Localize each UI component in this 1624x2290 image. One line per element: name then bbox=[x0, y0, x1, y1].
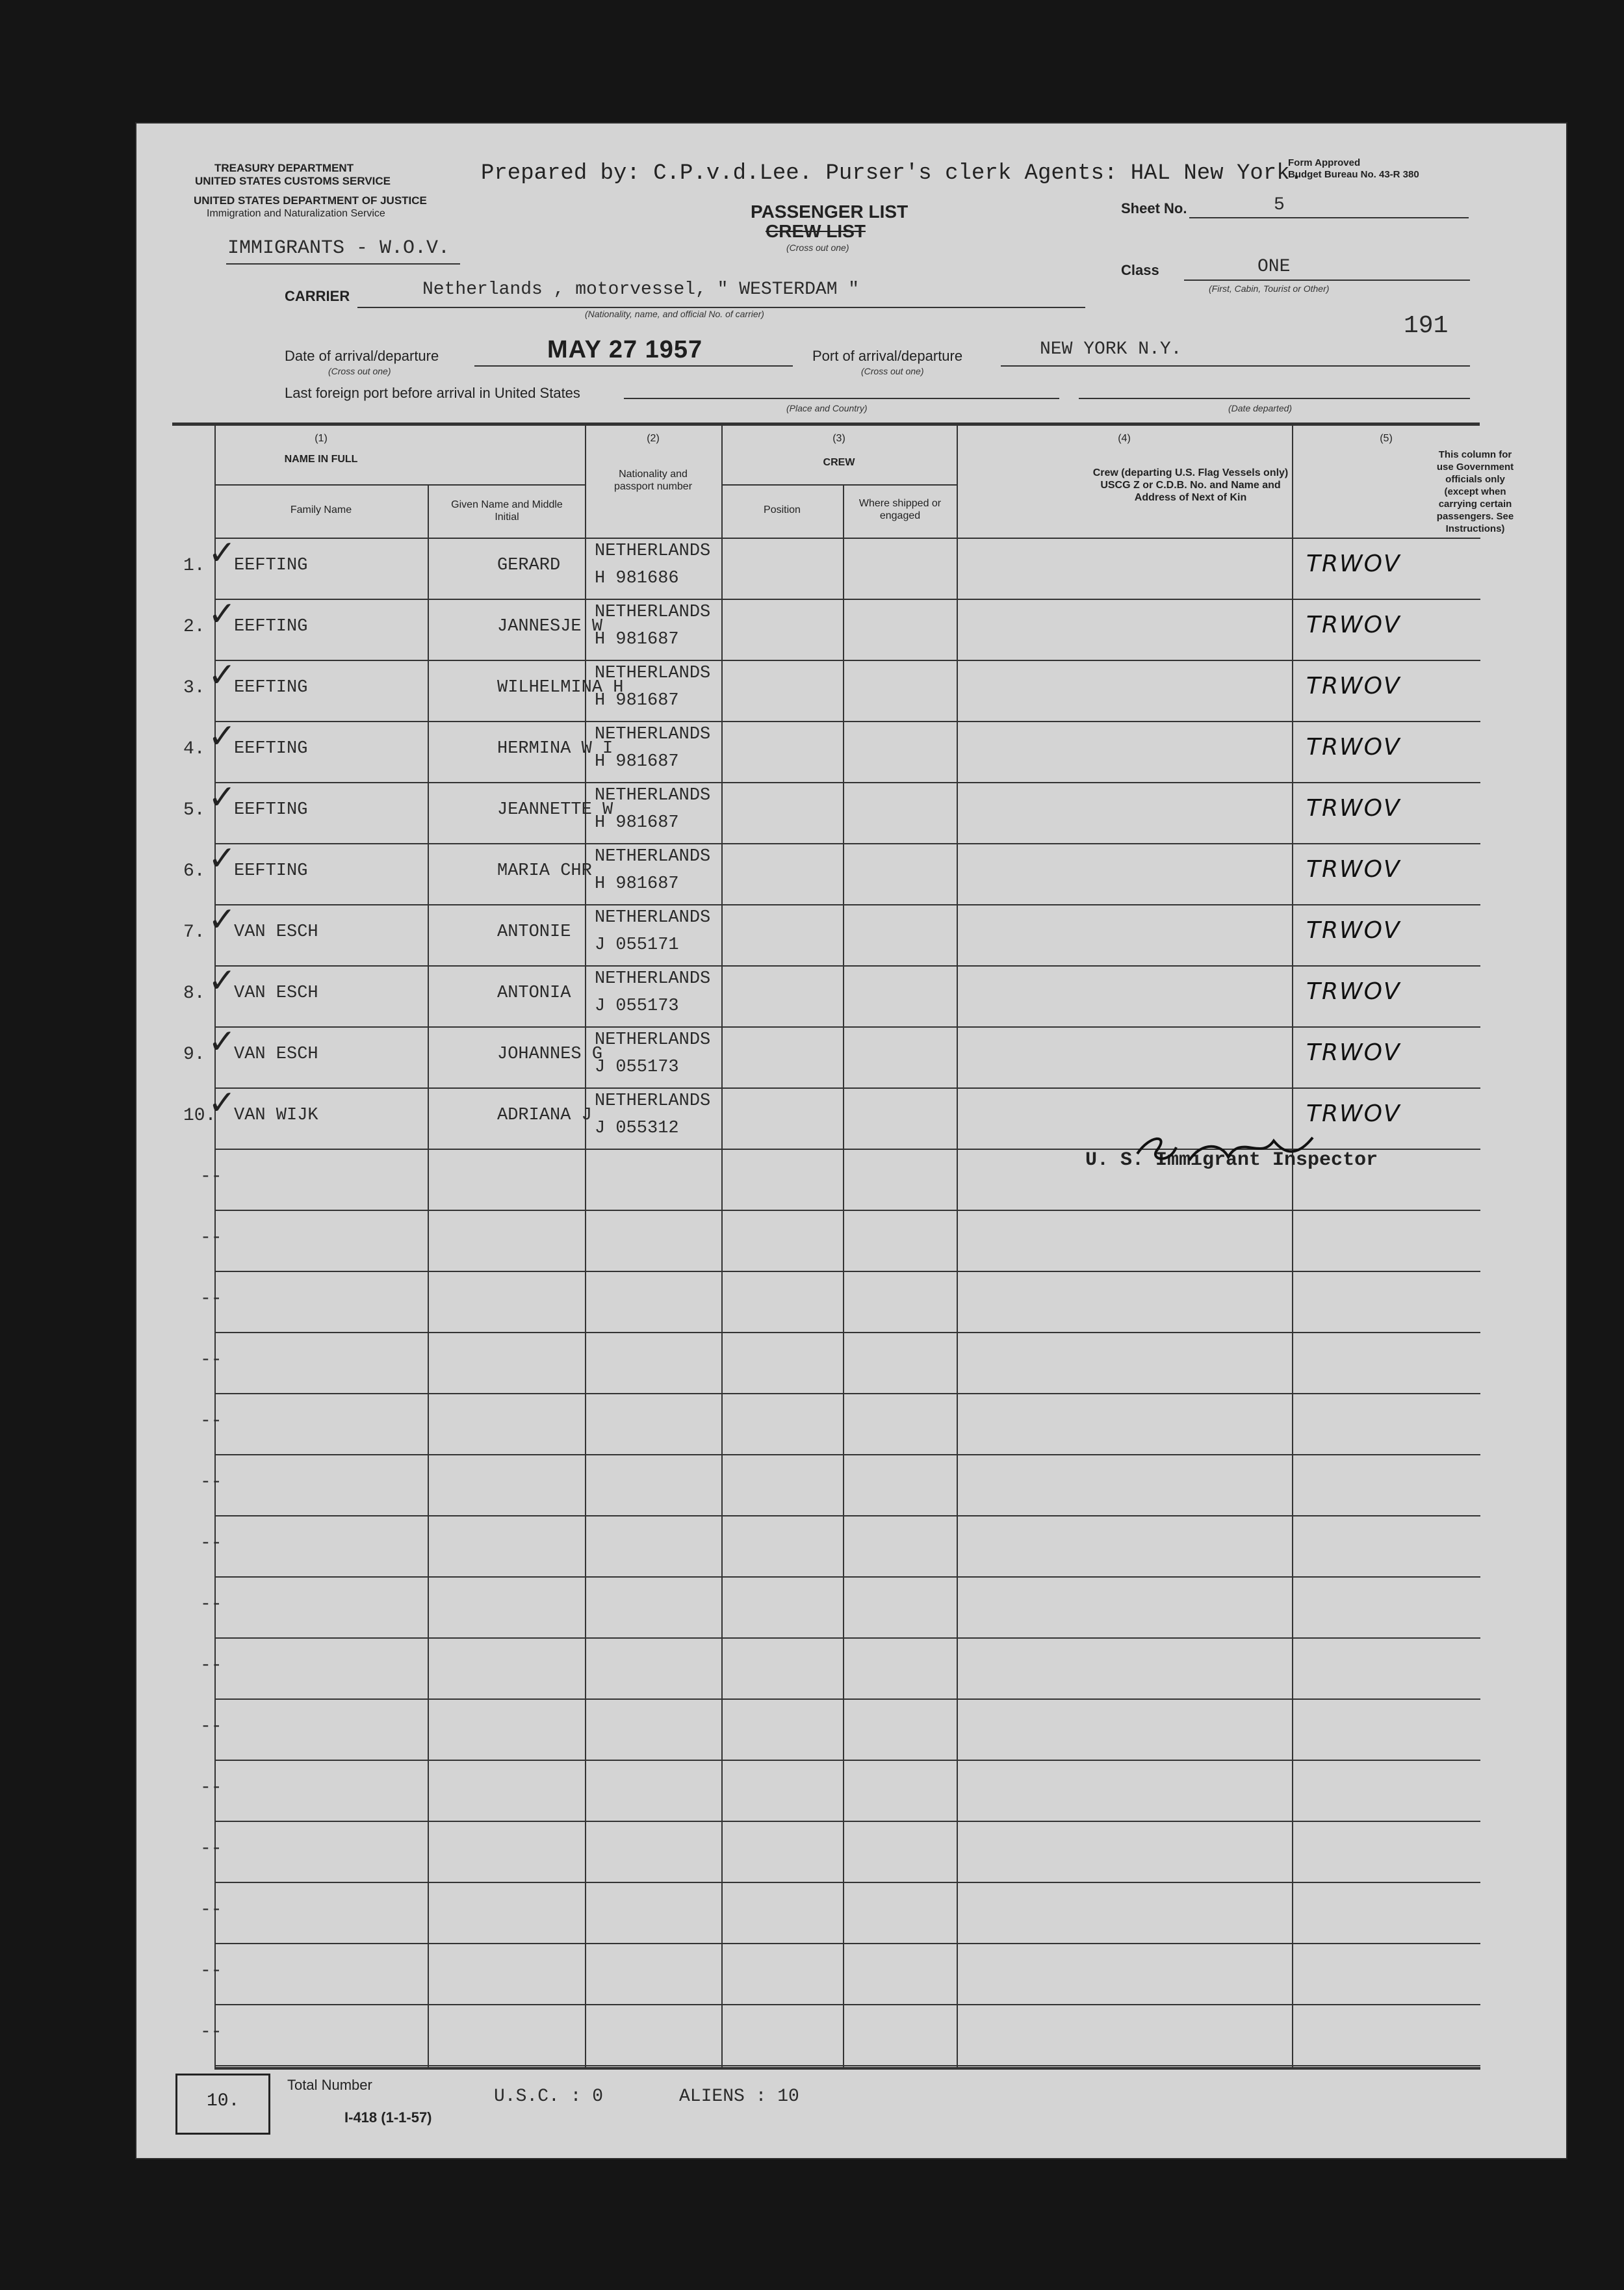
date-departed-note: (Date departed) bbox=[1228, 403, 1293, 413]
check-mark-icon: ✓ bbox=[208, 717, 237, 756]
check-mark-icon: ✓ bbox=[208, 595, 237, 634]
col1-title: NAME IN FULL bbox=[284, 454, 358, 465]
budget-bureau: Budget Bureau No. 43-R 380 bbox=[1288, 169, 1419, 180]
row-divider bbox=[214, 1698, 1480, 1700]
col3-title: CREW bbox=[823, 457, 855, 468]
sheet-label: Sheet No. bbox=[1121, 200, 1187, 216]
empty-row-marker: -- bbox=[200, 2022, 222, 2042]
given-name-cell: JEANNETTE W bbox=[497, 800, 613, 820]
empty-row-marker: -- bbox=[200, 1228, 222, 1248]
official-annotation: TRWOV bbox=[1306, 978, 1401, 1005]
empty-row-marker: -- bbox=[200, 1594, 222, 1615]
col-where-shipped: Where shipped or engaged bbox=[858, 498, 942, 521]
family-name-cell: EEFTING bbox=[234, 861, 308, 881]
row-divider bbox=[214, 1760, 1480, 1761]
given-name-cell: ANTONIE bbox=[497, 922, 571, 942]
form-number: I-418 (1-1-57) bbox=[344, 2109, 432, 2126]
col5-title: This column for use Government officials only (except when carrying certain passengers. See Instructions) bbox=[1436, 449, 1514, 534]
inspector-signature bbox=[1131, 1128, 1339, 1173]
passport-cell: H 981687 bbox=[595, 752, 679, 772]
nationality-cell: NETHERLANDS bbox=[595, 725, 711, 744]
empty-row-marker: -- bbox=[200, 1472, 222, 1492]
given-name-cell: ANTONIA bbox=[497, 983, 571, 1003]
check-mark-icon: ✓ bbox=[208, 1084, 237, 1123]
row-number: 1. bbox=[183, 556, 205, 576]
passport-cell: J 055171 bbox=[595, 935, 679, 955]
official-annotation: TRWOV bbox=[1306, 673, 1401, 699]
passport-cell: H 981686 bbox=[595, 569, 679, 588]
passport-cell: J 055173 bbox=[595, 996, 679, 1016]
empty-row-marker: -- bbox=[200, 1778, 222, 1798]
row-number: 4. bbox=[183, 739, 205, 759]
given-name-cell: HERMINA W I bbox=[497, 739, 613, 759]
empty-row-marker: -- bbox=[200, 1167, 222, 1187]
given-name-cell: WILHELMINA H bbox=[497, 678, 624, 697]
family-name-cell: EEFTING bbox=[234, 800, 308, 820]
inspector-stamp: U. S. Immigrant Inspector bbox=[1085, 1149, 1378, 1171]
row-number: 5. bbox=[183, 800, 205, 820]
class-value: ONE bbox=[1257, 257, 1291, 277]
row-divider bbox=[214, 1454, 1480, 1455]
given-name-cell: GERARD bbox=[497, 556, 561, 575]
treasury-dept-line: TREASURY DEPARTMENT bbox=[214, 162, 354, 174]
row-divider bbox=[214, 1943, 1480, 1944]
official-annotation: TRWOV bbox=[1306, 734, 1401, 761]
family-name-cell: EEFTING bbox=[234, 739, 308, 759]
row-number: 3. bbox=[183, 678, 205, 698]
justice-dept-line: UNITED STATES DEPARTMENT OF JUSTICE bbox=[194, 194, 427, 207]
port-label: Port of arrival/departure bbox=[812, 348, 963, 364]
row-divider bbox=[214, 1210, 1480, 1211]
category-stamp: IMMIGRANTS - W.O.V. bbox=[227, 237, 450, 259]
nationality-cell: NETHERLANDS bbox=[595, 1091, 711, 1111]
family-name-cell: EEFTING bbox=[234, 678, 308, 697]
nationality-cell: NETHERLANDS bbox=[595, 1030, 711, 1050]
official-annotation: TRWOV bbox=[1306, 795, 1401, 822]
col2-number: (2) bbox=[647, 433, 660, 444]
check-mark-icon: ✓ bbox=[208, 656, 237, 695]
official-annotation: TRWOV bbox=[1306, 1039, 1401, 1066]
aliens-count: ALIENS : 10 bbox=[679, 2087, 799, 2107]
row-number: 2. bbox=[183, 617, 205, 637]
row-divider bbox=[214, 1393, 1480, 1394]
family-name-cell: EEFTING bbox=[234, 617, 308, 636]
nationality-cell: NETHERLANDS bbox=[595, 847, 711, 866]
passenger-list-title: PASSENGER LIST bbox=[751, 202, 909, 222]
check-mark-icon: ✓ bbox=[208, 900, 237, 939]
col4-title: Crew (departing U.S. Flag Vessels only) USCG Z or C.D.B. No. and Name and Address of Next of Kin bbox=[1092, 467, 1289, 503]
last-port-label: Last foreign port before arrival in United States bbox=[285, 385, 580, 401]
row-divider bbox=[214, 1271, 1480, 1272]
col4-number: (4) bbox=[1118, 433, 1131, 444]
cross-out-note-date: (Cross out one) bbox=[328, 366, 391, 376]
crew-list-title: CREW LIST bbox=[766, 221, 866, 241]
check-mark-icon: ✓ bbox=[208, 778, 237, 817]
given-name-cell: JOHANNES G bbox=[497, 1045, 603, 1064]
document-page bbox=[136, 124, 1566, 2158]
empty-row-marker: -- bbox=[200, 1533, 222, 1554]
passport-cell: H 981687 bbox=[595, 691, 679, 710]
row-divider bbox=[214, 782, 1480, 783]
row-divider bbox=[214, 1882, 1480, 1883]
cross-out-note-list: (Cross out one) bbox=[786, 242, 849, 253]
row-divider bbox=[214, 843, 1480, 844]
row-number: 10. bbox=[183, 1106, 216, 1126]
usc-count: U.S.C. : 0 bbox=[494, 2087, 604, 2107]
empty-row-marker: -- bbox=[200, 1656, 222, 1676]
col-position: Position bbox=[764, 504, 801, 515]
row-divider bbox=[214, 2004, 1480, 2005]
nationality-cell: NETHERLANDS bbox=[595, 664, 711, 683]
nationality-cell: NETHERLANDS bbox=[595, 908, 711, 928]
arrival-date-value: MAY 27 1957 bbox=[547, 336, 703, 363]
place-country-note: (Place and Country) bbox=[786, 403, 868, 413]
class-note: (First, Cabin, Tourist or Other) bbox=[1209, 283, 1330, 294]
nationality-cell: NETHERLANDS bbox=[595, 786, 711, 805]
col1-number: (1) bbox=[315, 433, 328, 444]
given-name-cell: MARIA CHR bbox=[497, 861, 592, 881]
carrier-value: Netherlands , motorvessel, " WESTERDAM " bbox=[422, 280, 860, 300]
col5-number: (5) bbox=[1380, 433, 1393, 444]
col-given-name: Given Name and Middle Initial bbox=[451, 499, 563, 523]
passport-cell: H 981687 bbox=[595, 874, 679, 894]
official-annotation: TRWOV bbox=[1306, 917, 1401, 944]
row-divider bbox=[214, 965, 1480, 967]
row-divider bbox=[214, 1576, 1480, 1578]
col-family-name: Family Name bbox=[290, 504, 352, 515]
nationality-cell: NETHERLANDS bbox=[595, 541, 711, 561]
row-divider bbox=[214, 2065, 1480, 2066]
carrier-note: (Nationality, name, and official No. of carrier) bbox=[585, 309, 764, 319]
check-mark-icon: ✓ bbox=[208, 961, 237, 1000]
check-mark-icon: ✓ bbox=[208, 534, 237, 573]
row-divider bbox=[214, 599, 1480, 600]
official-annotation: TRWOV bbox=[1306, 551, 1401, 577]
family-name-cell: EEFTING bbox=[234, 556, 308, 575]
total-box-value: 10. bbox=[207, 2091, 240, 2111]
row-number: 7. bbox=[183, 922, 205, 943]
port-value: NEW YORK N.Y. bbox=[1040, 339, 1182, 359]
row-divider bbox=[214, 1515, 1480, 1516]
sheet-number: 5 bbox=[1274, 195, 1285, 215]
empty-row-marker: -- bbox=[200, 1961, 222, 1981]
nationality-cell: NETHERLANDS bbox=[595, 603, 711, 622]
passport-cell: H 981687 bbox=[595, 813, 679, 833]
form-approved: Form Approved bbox=[1288, 157, 1361, 168]
empty-row-marker: -- bbox=[200, 1900, 222, 1920]
arrival-date-label: Date of arrival/departure bbox=[285, 348, 439, 364]
passport-cell: J 055173 bbox=[595, 1058, 679, 1077]
empty-row-marker: -- bbox=[200, 1717, 222, 1737]
customs-service-line: UNITED STATES CUSTOMS SERVICE bbox=[195, 175, 391, 187]
row-divider bbox=[214, 1026, 1480, 1028]
cross-out-note-port: (Cross out one) bbox=[861, 366, 924, 376]
carrier-label: CARRIER bbox=[285, 288, 350, 304]
row-number: 9. bbox=[183, 1045, 205, 1065]
empty-row-marker: -- bbox=[200, 1839, 222, 1859]
row-divider bbox=[214, 904, 1480, 905]
prepared-by-line: Prepared by: C.P.v.d.Lee. Purser's clerk Agents: HAL New York. bbox=[481, 161, 1304, 186]
family-name-cell: VAN ESCH bbox=[234, 1045, 318, 1064]
official-annotation: TRWOV bbox=[1306, 612, 1401, 638]
check-mark-icon: ✓ bbox=[208, 1022, 237, 1061]
row-number: 6. bbox=[183, 861, 205, 881]
row-divider bbox=[214, 1332, 1480, 1333]
passport-cell: J 055312 bbox=[595, 1119, 679, 1138]
col3-number: (3) bbox=[832, 433, 845, 444]
check-mark-icon: ✓ bbox=[208, 839, 237, 878]
ins-line: Immigration and Naturalization Service bbox=[207, 208, 385, 219]
passport-cell: H 981687 bbox=[595, 630, 679, 649]
row-divider bbox=[214, 1637, 1480, 1639]
row-divider bbox=[214, 1821, 1480, 1822]
total-label: Total Number bbox=[287, 2077, 372, 2093]
class-label: Class bbox=[1121, 262, 1159, 278]
given-name-cell: JANNESJE W bbox=[497, 617, 603, 636]
empty-row-marker: -- bbox=[200, 1289, 222, 1309]
row-divider bbox=[214, 721, 1480, 722]
official-annotation: TRWOV bbox=[1306, 1100, 1401, 1127]
row-divider bbox=[214, 660, 1480, 661]
total-box bbox=[175, 2074, 270, 2135]
family-name-cell: VAN ESCH bbox=[234, 922, 318, 942]
empty-row-marker: -- bbox=[200, 1350, 222, 1370]
list-number: 191 bbox=[1404, 312, 1449, 340]
family-name-cell: VAN WIJK bbox=[234, 1106, 318, 1125]
family-name-cell: VAN ESCH bbox=[234, 983, 318, 1003]
empty-row-marker: -- bbox=[200, 1411, 222, 1431]
given-name-cell: ADRIANA J bbox=[497, 1106, 592, 1125]
col2-title: Nationality and passport number bbox=[613, 469, 693, 492]
nationality-cell: NETHERLANDS bbox=[595, 969, 711, 989]
row-number: 8. bbox=[183, 983, 205, 1004]
row-divider bbox=[214, 1087, 1480, 1089]
official-annotation: TRWOV bbox=[1306, 856, 1401, 883]
